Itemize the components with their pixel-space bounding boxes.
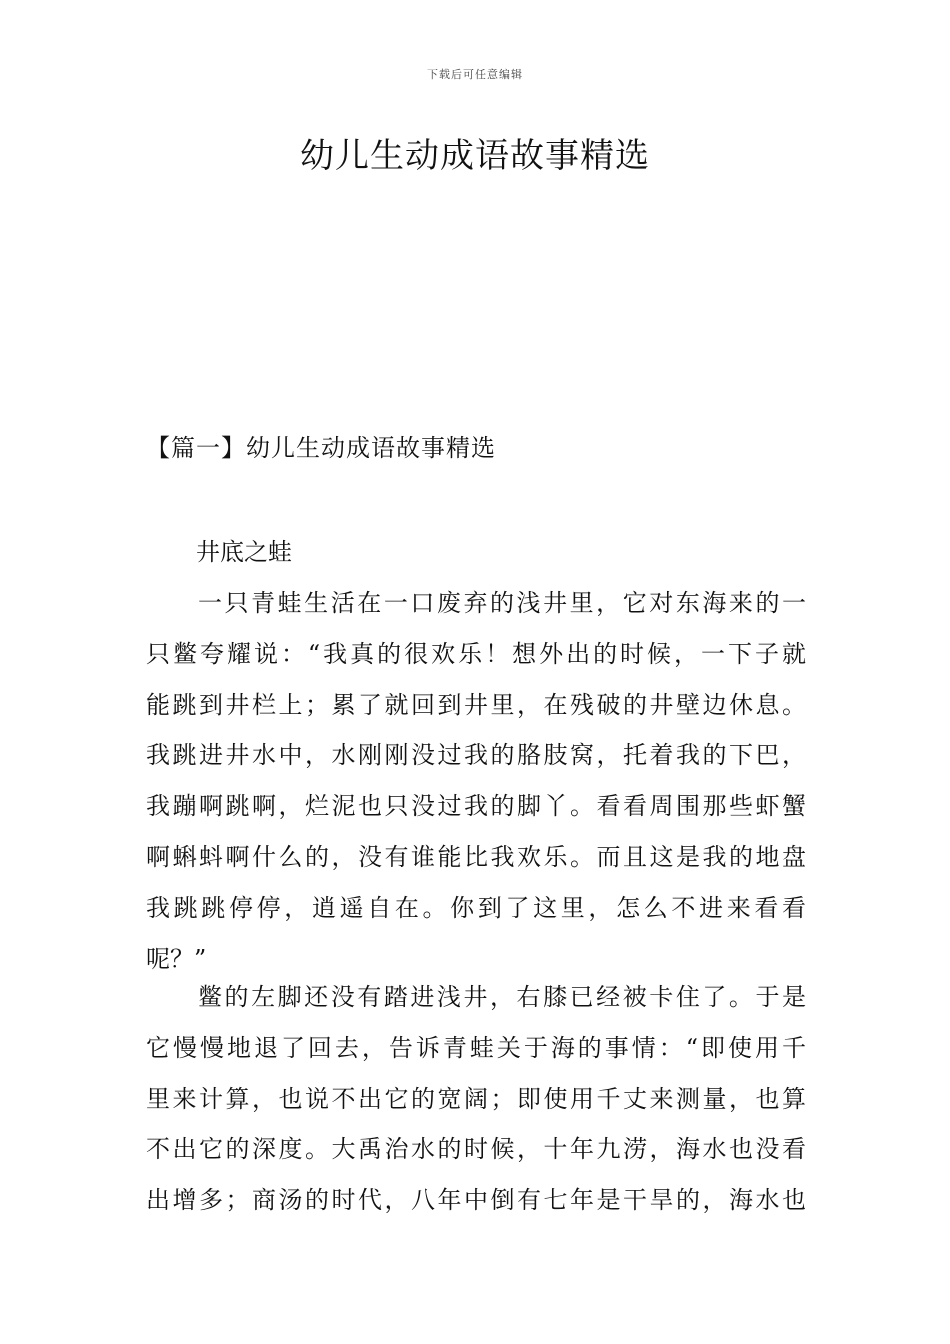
paragraph-line: 呢？”	[146, 944, 207, 973]
paragraph-line: 我跳进井水中，水刚刚没过我的胳肢窝，托着我的下巴，	[146, 741, 806, 770]
paragraph-line: 只鳖夸耀说：“我真的很欢乐！想外出的时候，一下子就	[146, 639, 806, 668]
paragraph-1	[146, 578, 806, 984]
header-note: 下载后可任意编辑	[427, 68, 523, 81]
paragraph-line: 不出它的深度。大禹治水的时候，十年九涝，海水也没看	[146, 1135, 806, 1164]
paragraph-line: 我跳跳停停，逍遥自在。你到了这里，怎么不进来看看	[146, 893, 806, 922]
document-title: 幼儿生动成语故事精选	[300, 136, 650, 176]
paragraph-line: 啊蝌蚪啊什么的，没有谁能比我欢乐。而且这是我的地盘	[146, 842, 806, 871]
paragraph-line: 里来计算，也说不出它的宽阔；即使用千丈来测量，也算	[146, 1084, 806, 1113]
story-title: 井底之蛙	[196, 538, 292, 566]
paragraph-line: 出增多；商汤的时代，八年中倒有七年是干旱的，海水也	[146, 1186, 806, 1215]
paragraph-2	[146, 972, 806, 1226]
paragraph-line: 我蹦啊跳啊，烂泥也只没过我的脚丫。看看周围那些虾蟹	[146, 792, 806, 821]
paragraph-line: 一只青蛙生活在一口废弃的浅井里，它对东海来的一	[198, 589, 806, 617]
paragraph-line: 能跳到井栏上；累了就回到井里，在残破的井壁边休息。	[146, 690, 806, 719]
paragraph-line: 它慢慢地退了回去，告诉青蛙关于海的事情：“即使用千	[146, 1033, 806, 1062]
section-heading: 【篇一】幼儿生动成语故事精选	[146, 434, 496, 462]
paragraph-line: 鳖的左脚还没有踏进浅井，右膝已经被卡住了。于是	[198, 983, 806, 1011]
